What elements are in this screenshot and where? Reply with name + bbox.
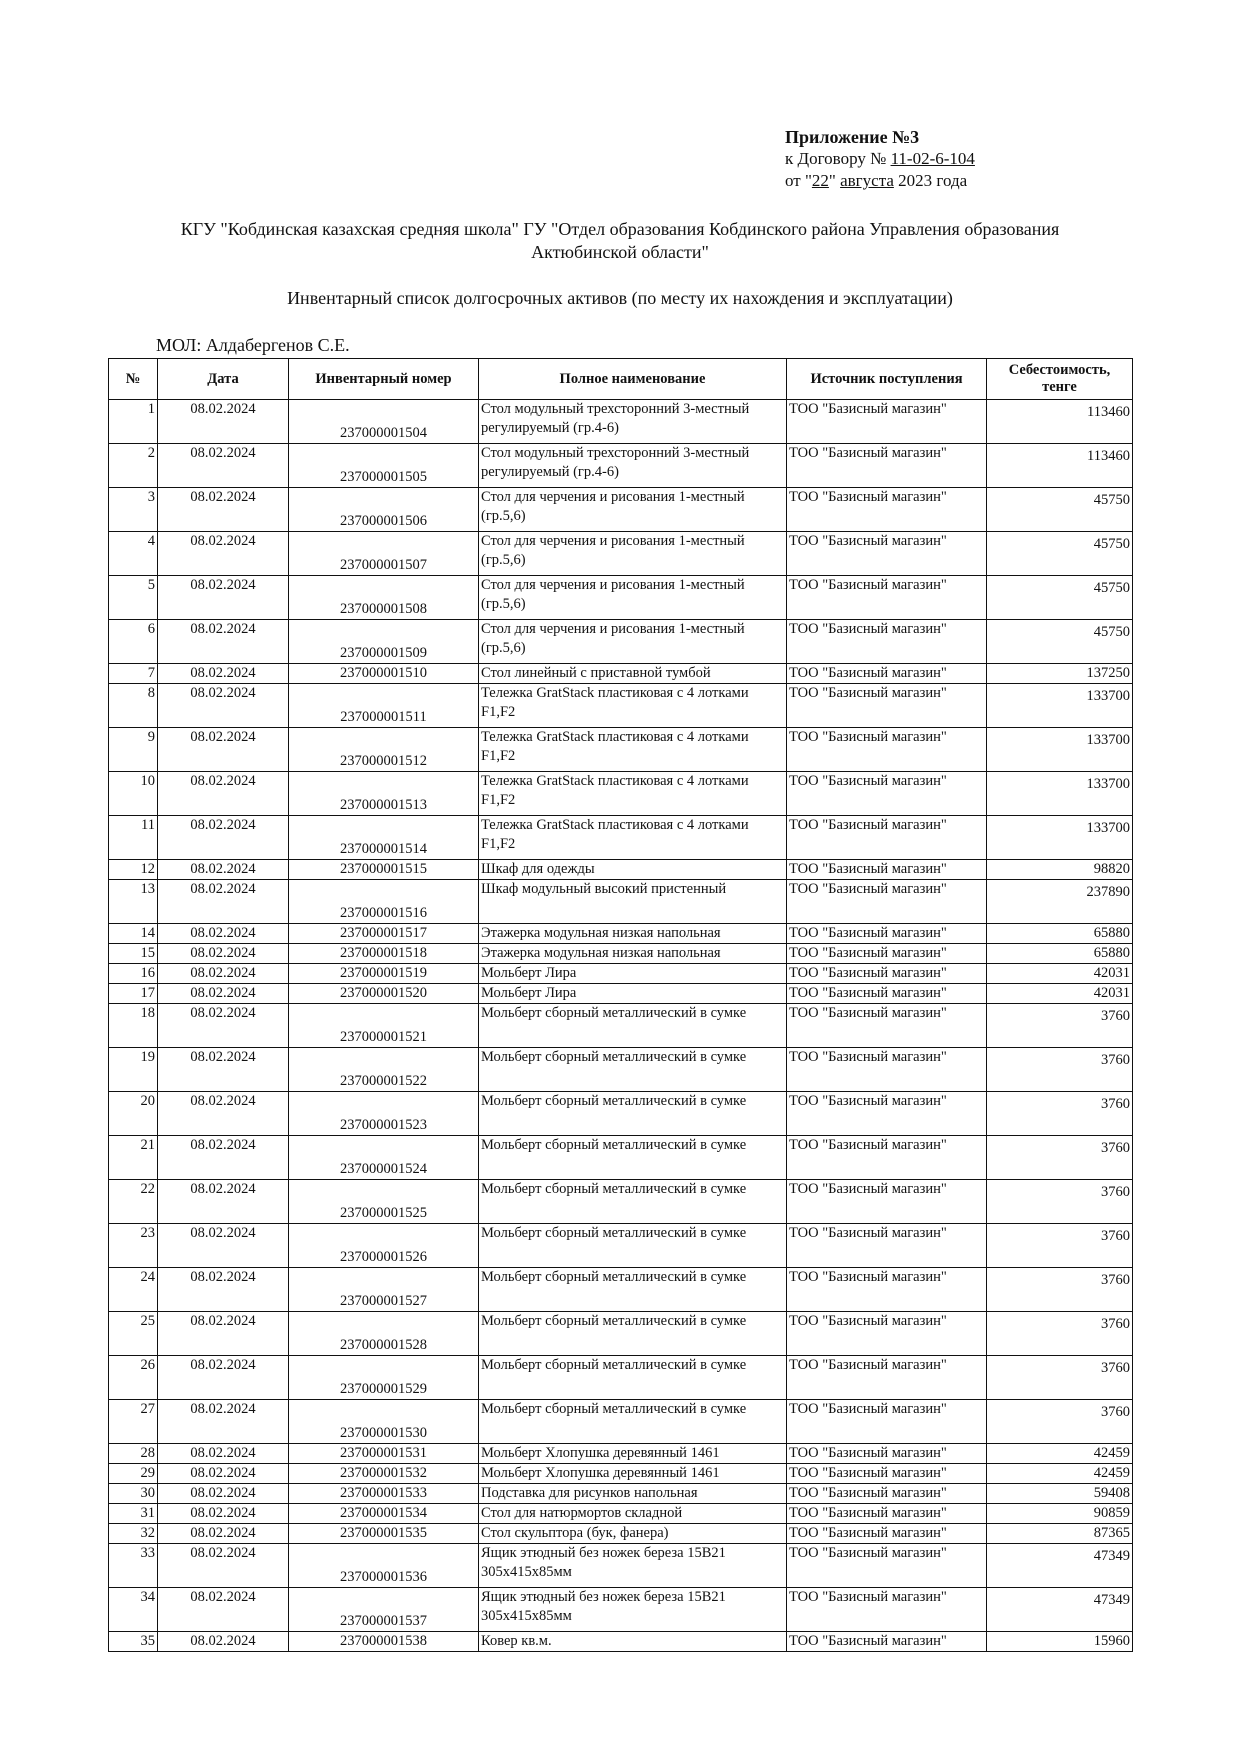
table-row xyxy=(109,1356,1133,1400)
cell-cost: 3760 xyxy=(987,1092,1133,1136)
cell-number: 17 xyxy=(109,984,158,1004)
cell-inventory-number: 237000001507 xyxy=(289,532,479,576)
cell-date: 08.02.2024 xyxy=(158,1464,289,1484)
cell-source: ТОО "Базисный магазин" xyxy=(787,816,987,860)
annex-date xyxy=(785,170,975,192)
cell-full-name: Этажерка модульная низкая напольная xyxy=(479,944,787,964)
cell-inventory-number: 237000001526 xyxy=(289,1224,479,1268)
cell-date: 08.02.2024 xyxy=(158,684,289,728)
cell-date: 08.02.2024 xyxy=(158,620,289,664)
org-line-2: Актюбинской области" xyxy=(531,242,709,262)
header-cost-line-1: Себестоимость, xyxy=(1008,362,1111,378)
cell-cost: 133700 xyxy=(987,684,1133,728)
cell-full-name: Стол скульптора (бук, фанера) xyxy=(479,1524,787,1544)
table-row xyxy=(109,1484,1133,1504)
cell-number: 31 xyxy=(109,1504,158,1524)
cell-date: 08.02.2024 xyxy=(158,924,289,944)
cell-source: ТОО "Базисный магазин" xyxy=(787,532,987,576)
cell-full-name: Мольберт сборный металлический в сумке xyxy=(479,1312,787,1356)
cell-source: ТОО "Базисный магазин" xyxy=(787,488,987,532)
cell-source: ТОО "Базисный магазин" xyxy=(787,1268,987,1312)
cell-inventory-number: 237000001513 xyxy=(289,772,479,816)
cell-full-name: Стол для натюрмортов складной xyxy=(479,1504,787,1524)
cell-full-name: Стол модульный трехсторонний 3-местный регулируемый (гр.4-6) xyxy=(479,444,787,488)
cell-date: 08.02.2024 xyxy=(158,1092,289,1136)
annex-title: Приложение №3 xyxy=(785,127,920,147)
table-row xyxy=(109,1444,1133,1464)
cell-source: ТОО "Базисный магазин" xyxy=(787,620,987,664)
cell-full-name: Стол модульный трехсторонний 3-местный регулируемый (гр.4-6) xyxy=(479,400,787,444)
table-row xyxy=(109,684,1133,728)
cell-inventory-number: 237000001517 xyxy=(289,924,479,944)
cell-source: ТОО "Базисный магазин" xyxy=(787,1004,987,1048)
cell-full-name: Шкаф для одежды xyxy=(479,860,787,880)
table-row xyxy=(109,984,1133,1004)
date-prefix: от " xyxy=(785,171,812,190)
cell-cost: 45750 xyxy=(987,532,1133,576)
table-row xyxy=(109,1136,1133,1180)
cell-date: 08.02.2024 xyxy=(158,1312,289,1356)
cell-number: 34 xyxy=(109,1588,158,1632)
cell-number: 18 xyxy=(109,1004,158,1048)
cell-cost: 59408 xyxy=(987,1484,1133,1504)
cell-source: ТОО "Базисный магазин" xyxy=(787,1356,987,1400)
date-suffix: 2023 года xyxy=(893,171,968,190)
table-row xyxy=(109,1268,1133,1312)
cell-date: 08.02.2024 xyxy=(158,1004,289,1048)
cell-cost: 87365 xyxy=(987,1524,1133,1544)
cell-number: 35 xyxy=(109,1632,158,1652)
cell-date: 08.02.2024 xyxy=(158,984,289,1004)
cell-full-name: Тележка GratStack пластиковая с 4 лотками F1,F2 xyxy=(479,728,787,772)
cell-date: 08.02.2024 xyxy=(158,1400,289,1444)
cell-number: 30 xyxy=(109,1484,158,1504)
cell-source: ТОО "Базисный магазин" xyxy=(787,964,987,984)
cell-cost: 3760 xyxy=(987,1356,1133,1400)
cell-source: ТОО "Базисный магазин" xyxy=(787,444,987,488)
cell-inventory-number: 237000001511 xyxy=(289,684,479,728)
inventory-table xyxy=(108,358,1133,1652)
date-month: августа xyxy=(840,171,894,190)
cell-cost: 133700 xyxy=(987,728,1133,772)
cell-source: ТОО "Базисный магазин" xyxy=(787,1504,987,1524)
cell-full-name: Стол для черчения и рисования 1-местный (гр.5,6) xyxy=(479,488,787,532)
cell-number: 11 xyxy=(109,816,158,860)
cell-source: ТОО "Базисный магазин" xyxy=(787,1400,987,1444)
cell-date: 08.02.2024 xyxy=(158,1268,289,1312)
cell-cost: 3760 xyxy=(987,1400,1133,1444)
table-row xyxy=(109,944,1133,964)
cell-source: ТОО "Базисный магазин" xyxy=(787,1312,987,1356)
cell-cost: 65880 xyxy=(987,944,1133,964)
header-date: Дата xyxy=(158,359,289,400)
cell-cost: 45750 xyxy=(987,488,1133,532)
cell-number: 22 xyxy=(109,1180,158,1224)
cell-source: ТОО "Базисный магазин" xyxy=(787,1224,987,1268)
cell-inventory-number: 237000001519 xyxy=(289,964,479,984)
table-row xyxy=(109,964,1133,984)
cell-cost: 113460 xyxy=(987,444,1133,488)
cell-full-name: Мольберт Хлопушка деревянный 1461 xyxy=(479,1444,787,1464)
table-row xyxy=(109,1544,1133,1588)
cell-source: ТОО "Базисный магазин" xyxy=(787,944,987,964)
cell-source: ТОО "Базисный магазин" xyxy=(787,728,987,772)
cell-date: 08.02.2024 xyxy=(158,532,289,576)
cell-full-name: Ящик этюдный без ножек береза 15В21 305х415х85мм xyxy=(479,1588,787,1632)
table-row xyxy=(109,1092,1133,1136)
date-day: 22 xyxy=(811,171,829,190)
cell-full-name: Мольберт сборный металлический в сумке xyxy=(479,1004,787,1048)
cell-number: 15 xyxy=(109,944,158,964)
cell-full-name: Стол линейный с приставной тумбой xyxy=(479,664,787,684)
cell-inventory-number: 237000001525 xyxy=(289,1180,479,1224)
cell-date: 08.02.2024 xyxy=(158,728,289,772)
cell-full-name: Стол для черчения и рисования 1-местный (гр.5,6) xyxy=(479,532,787,576)
cell-source: ТОО "Базисный магазин" xyxy=(787,576,987,620)
table-row xyxy=(109,772,1133,816)
cell-number: 27 xyxy=(109,1400,158,1444)
cell-cost: 98820 xyxy=(987,860,1133,880)
cell-date: 08.02.2024 xyxy=(158,860,289,880)
cell-cost: 3760 xyxy=(987,1312,1133,1356)
cell-inventory-number: 237000001521 xyxy=(289,1004,479,1048)
cell-cost: 90859 xyxy=(987,1504,1133,1524)
cell-date: 08.02.2024 xyxy=(158,576,289,620)
table-row xyxy=(109,1588,1133,1632)
cell-number: 13 xyxy=(109,880,158,924)
table-row xyxy=(109,532,1133,576)
cell-cost: 15960 xyxy=(987,1632,1133,1652)
table-row xyxy=(109,1524,1133,1544)
header-cost xyxy=(987,359,1133,400)
cell-number: 20 xyxy=(109,1092,158,1136)
cell-cost: 3760 xyxy=(987,1224,1133,1268)
contract-prefix: к Договору № xyxy=(785,149,891,168)
cell-inventory-number: 237000001532 xyxy=(289,1464,479,1484)
cell-date: 08.02.2024 xyxy=(158,1544,289,1588)
cell-full-name: Мольберт сборный металлический в сумке xyxy=(479,1136,787,1180)
table-row xyxy=(109,880,1133,924)
cell-full-name: Мольберт сборный металлический в сумке xyxy=(479,1224,787,1268)
cell-full-name: Шкаф модульный высокий пристенный xyxy=(479,880,787,924)
cell-date: 08.02.2024 xyxy=(158,1504,289,1524)
header-full-name: Полное наименование xyxy=(479,359,787,400)
cell-number: 28 xyxy=(109,1444,158,1464)
cell-cost: 237890 xyxy=(987,880,1133,924)
cell-number: 14 xyxy=(109,924,158,944)
cell-full-name: Подставка для рисунков напольная xyxy=(479,1484,787,1504)
cell-number: 8 xyxy=(109,684,158,728)
cell-number: 21 xyxy=(109,1136,158,1180)
table-row xyxy=(109,728,1133,772)
cell-date: 08.02.2024 xyxy=(158,1524,289,1544)
annex-contract xyxy=(785,148,975,170)
cell-date: 08.02.2024 xyxy=(158,1048,289,1092)
cell-cost: 133700 xyxy=(987,816,1133,860)
table-row xyxy=(109,1224,1133,1268)
table-row xyxy=(109,1312,1133,1356)
date-mid: " xyxy=(828,171,841,190)
cell-inventory-number: 237000001508 xyxy=(289,576,479,620)
cell-cost: 42459 xyxy=(987,1444,1133,1464)
cell-date: 08.02.2024 xyxy=(158,1444,289,1464)
cell-inventory-number: 237000001533 xyxy=(289,1484,479,1504)
cell-full-name: Ящик этюдный без ножек береза 15В21 305х415х85мм xyxy=(479,1544,787,1588)
cell-full-name: Тележка GratStack пластиковая с 4 лотками F1,F2 xyxy=(479,684,787,728)
cell-inventory-number: 237000001537 xyxy=(289,1588,479,1632)
cell-source: ТОО "Базисный магазин" xyxy=(787,1484,987,1504)
cell-cost: 3760 xyxy=(987,1180,1133,1224)
cell-date: 08.02.2024 xyxy=(158,1632,289,1652)
cell-source: ТОО "Базисный магазин" xyxy=(787,1524,987,1544)
cell-full-name: Ковер кв.м. xyxy=(479,1632,787,1652)
cell-number: 1 xyxy=(109,400,158,444)
cell-date: 08.02.2024 xyxy=(158,1136,289,1180)
cell-number: 19 xyxy=(109,1048,158,1092)
table-row xyxy=(109,620,1133,664)
header-num: № xyxy=(109,359,158,400)
cell-number: 23 xyxy=(109,1224,158,1268)
table-row xyxy=(109,576,1133,620)
cell-full-name: Мольберт сборный металлический в сумке xyxy=(479,1048,787,1092)
cell-date: 08.02.2024 xyxy=(158,944,289,964)
cell-inventory-number: 237000001510 xyxy=(289,664,479,684)
cell-date: 08.02.2024 xyxy=(158,880,289,924)
cell-source: ТОО "Базисный магазин" xyxy=(787,1136,987,1180)
cell-full-name: Стол для черчения и рисования 1-местный (гр.5,6) xyxy=(479,620,787,664)
contract-number: 11-02-6-104 xyxy=(890,149,975,168)
table-row xyxy=(109,860,1133,880)
cell-date: 08.02.2024 xyxy=(158,400,289,444)
cell-cost: 137250 xyxy=(987,664,1133,684)
document-subtitle: Инвентарный список долгосрочных активов (по месту их нахождения и эксплуатации) xyxy=(287,288,953,308)
cell-number: 9 xyxy=(109,728,158,772)
cell-full-name: Мольберт сборный металлический в сумке xyxy=(479,1356,787,1400)
cell-full-name: Мольберт сборный металлический в сумке xyxy=(479,1180,787,1224)
cell-inventory-number: 237000001538 xyxy=(289,1632,479,1652)
cell-source: ТОО "Базисный магазин" xyxy=(787,1444,987,1464)
cell-full-name: Мольберт Лира xyxy=(479,984,787,1004)
cell-inventory-number: 237000001509 xyxy=(289,620,479,664)
cell-date: 08.02.2024 xyxy=(158,816,289,860)
cell-source: ТОО "Базисный магазин" xyxy=(787,924,987,944)
table-row xyxy=(109,488,1133,532)
cell-inventory-number: 237000001527 xyxy=(289,1268,479,1312)
org-line-1: КГУ "Кобдинская казахская средняя школа" ГУ "Отдел образования Кобдинского района Управления образования xyxy=(180,219,1060,239)
cell-number: 3 xyxy=(109,488,158,532)
cell-number: 6 xyxy=(109,620,158,664)
cell-cost: 65880 xyxy=(987,924,1133,944)
cell-inventory-number: 237000001523 xyxy=(289,1092,479,1136)
cell-inventory-number: 237000001505 xyxy=(289,444,479,488)
cell-date: 08.02.2024 xyxy=(158,1588,289,1632)
cell-number: 32 xyxy=(109,1524,158,1544)
cell-source: ТОО "Базисный магазин" xyxy=(787,1092,987,1136)
cell-number: 5 xyxy=(109,576,158,620)
cell-cost: 45750 xyxy=(987,620,1133,664)
cell-date: 08.02.2024 xyxy=(158,664,289,684)
cell-date: 08.02.2024 xyxy=(158,1224,289,1268)
table-body xyxy=(109,400,1133,1652)
table-row xyxy=(109,444,1133,488)
cell-inventory-number: 237000001529 xyxy=(289,1356,479,1400)
cell-cost: 133700 xyxy=(987,772,1133,816)
table-row xyxy=(109,1464,1133,1484)
cell-number: 25 xyxy=(109,1312,158,1356)
cell-full-name: Тележка GratStack пластиковая с 4 лотками F1,F2 xyxy=(479,772,787,816)
header-source: Источник поступления xyxy=(787,359,987,400)
cell-cost: 42031 xyxy=(987,984,1133,1004)
cell-source: ТОО "Базисный магазин" xyxy=(787,1048,987,1092)
cell-source: ТОО "Базисный магазин" xyxy=(787,860,987,880)
cell-full-name: Мольберт сборный металлический в сумке xyxy=(479,1268,787,1312)
table-row xyxy=(109,664,1133,684)
cell-cost: 47349 xyxy=(987,1588,1133,1632)
cell-source: ТОО "Базисный магазин" xyxy=(787,1632,987,1652)
cell-inventory-number: 237000001522 xyxy=(289,1048,479,1092)
cell-source: ТОО "Базисный магазин" xyxy=(787,1180,987,1224)
responsible-person: МОЛ: Алдабергенов С.Е. xyxy=(156,335,350,355)
cell-number: 16 xyxy=(109,964,158,984)
cell-date: 08.02.2024 xyxy=(158,1356,289,1400)
cell-inventory-number: 237000001535 xyxy=(289,1524,479,1544)
cell-cost: 45750 xyxy=(987,576,1133,620)
table-row xyxy=(109,1400,1133,1444)
cell-inventory-number: 237000001504 xyxy=(289,400,479,444)
cell-number: 4 xyxy=(109,532,158,576)
cell-number: 24 xyxy=(109,1268,158,1312)
cell-cost: 3760 xyxy=(987,1048,1133,1092)
cell-source: ТОО "Базисный магазин" xyxy=(787,1544,987,1588)
cell-inventory-number: 237000001524 xyxy=(289,1136,479,1180)
cell-full-name: Стол для черчения и рисования 1-местный (гр.5,6) xyxy=(479,576,787,620)
cell-cost: 3760 xyxy=(987,1136,1133,1180)
cell-source: ТОО "Базисный магазин" xyxy=(787,984,987,1004)
cell-source: ТОО "Базисный магазин" xyxy=(787,400,987,444)
table-row xyxy=(109,400,1133,444)
cell-source: ТОО "Базисный магазин" xyxy=(787,664,987,684)
cell-source: ТОО "Базисный магазин" xyxy=(787,772,987,816)
cell-full-name: Этажерка модульная низкая напольная xyxy=(479,924,787,944)
cell-cost: 3760 xyxy=(987,1268,1133,1312)
cell-date: 08.02.2024 xyxy=(158,772,289,816)
header-cost-line-2: тенге xyxy=(1042,379,1077,395)
cell-inventory-number: 237000001506 xyxy=(289,488,479,532)
cell-inventory-number: 237000001531 xyxy=(289,1444,479,1464)
cell-full-name: Тележка GratStack пластиковая с 4 лотками F1,F2 xyxy=(479,816,787,860)
table-row xyxy=(109,1632,1133,1652)
table-row xyxy=(109,1048,1133,1092)
cell-cost: 113460 xyxy=(987,400,1133,444)
cell-source: ТОО "Базисный магазин" xyxy=(787,684,987,728)
cell-cost: 42031 xyxy=(987,964,1133,984)
cell-number: 10 xyxy=(109,772,158,816)
cell-date: 08.02.2024 xyxy=(158,444,289,488)
cell-inventory-number: 237000001534 xyxy=(289,1504,479,1524)
cell-date: 08.02.2024 xyxy=(158,964,289,984)
cell-number: 7 xyxy=(109,664,158,684)
cell-inventory-number: 237000001536 xyxy=(289,1544,479,1588)
cell-source: ТОО "Базисный магазин" xyxy=(787,1588,987,1632)
cell-number: 29 xyxy=(109,1464,158,1484)
cell-source: ТОО "Базисный магазин" xyxy=(787,880,987,924)
cell-full-name: Мольберт Лира xyxy=(479,964,787,984)
cell-date: 08.02.2024 xyxy=(158,1484,289,1504)
cell-full-name: Мольберт сборный металлический в сумке xyxy=(479,1400,787,1444)
table-row xyxy=(109,1180,1133,1224)
cell-cost: 47349 xyxy=(987,1544,1133,1588)
cell-inventory-number: 237000001515 xyxy=(289,860,479,880)
cell-full-name: Мольберт сборный металлический в сумке xyxy=(479,1092,787,1136)
cell-number: 26 xyxy=(109,1356,158,1400)
table-header-row xyxy=(109,359,1133,400)
cell-inventory-number: 237000001518 xyxy=(289,944,479,964)
table-row xyxy=(109,1504,1133,1524)
cell-date: 08.02.2024 xyxy=(158,488,289,532)
table-row xyxy=(109,1004,1133,1048)
header-inventory-number: Инвентарный номер xyxy=(289,359,479,400)
annex-block xyxy=(785,126,975,192)
table-row xyxy=(109,924,1133,944)
cell-inventory-number: 237000001514 xyxy=(289,816,479,860)
cell-cost: 42459 xyxy=(987,1464,1133,1484)
cell-number: 2 xyxy=(109,444,158,488)
cell-number: 12 xyxy=(109,860,158,880)
cell-inventory-number: 237000001516 xyxy=(289,880,479,924)
cell-inventory-number: 237000001530 xyxy=(289,1400,479,1444)
cell-number: 33 xyxy=(109,1544,158,1588)
table-row xyxy=(109,816,1133,860)
cell-inventory-number: 237000001520 xyxy=(289,984,479,1004)
cell-date: 08.02.2024 xyxy=(158,1180,289,1224)
cell-cost: 3760 xyxy=(987,1004,1133,1048)
cell-source: ТОО "Базисный магазин" xyxy=(787,1464,987,1484)
cell-inventory-number: 237000001528 xyxy=(289,1312,479,1356)
organization-name xyxy=(120,218,1120,264)
cell-inventory-number: 237000001512 xyxy=(289,728,479,772)
cell-full-name: Мольберт Хлопушка деревянный 1461 xyxy=(479,1464,787,1484)
